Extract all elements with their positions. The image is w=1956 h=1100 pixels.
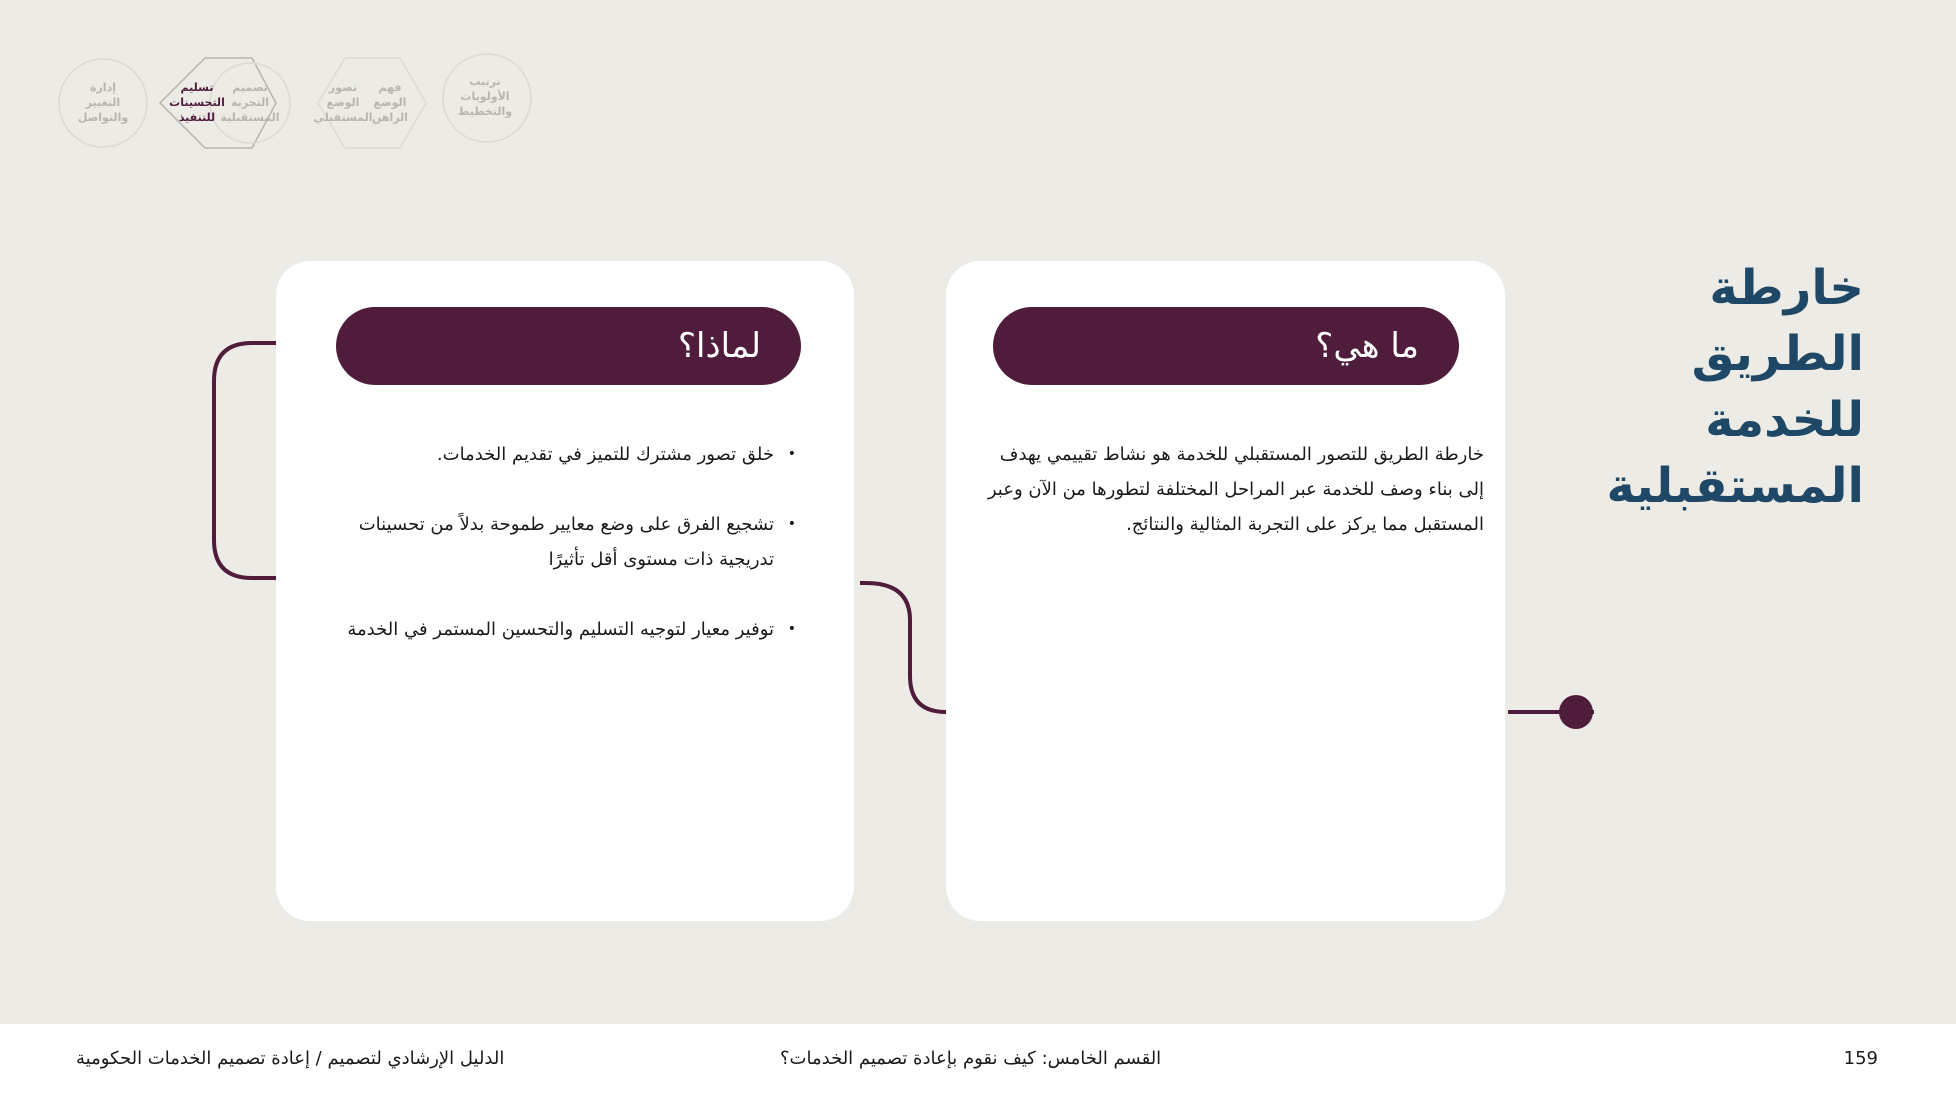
- step-label-line: المستقبلية: [220, 111, 280, 124]
- step-label-line: تسليم: [180, 81, 214, 94]
- step-label-line: التجربة: [231, 96, 269, 109]
- step-label-line: التغيير: [85, 96, 121, 109]
- step-label-line: الأولويات: [460, 90, 510, 103]
- step-label-line: المستقبلي: [313, 111, 373, 124]
- why-heading: لماذا؟: [336, 307, 801, 385]
- step-label-line: الوضع: [373, 96, 407, 109]
- what-is-card: [946, 261, 1505, 921]
- list-item: • توفير معيار لتوجيه التسليم والتحسين المستمر في الخدمة: [316, 612, 798, 647]
- step-label-line: فهم: [378, 81, 402, 94]
- page-title: خارطة الطريق للخدمة المستقبلية: [1606, 260, 1864, 514]
- list-item: • تشجيع الفرق على وضع معايير طموحة بدلاً من تحسينات تدريجية ذات مستوى أقل تأثيرًا: [316, 507, 798, 577]
- why-bullet-list: [316, 437, 798, 682]
- connector-dot: [1559, 695, 1593, 729]
- step-label-line: الراهن: [371, 111, 409, 124]
- step-label-line: والتواصل: [77, 111, 129, 124]
- step-label-line: التحسينات: [169, 96, 225, 109]
- step-label-line: تصميم: [232, 81, 268, 94]
- what-is-heading: ما هي؟: [993, 307, 1459, 385]
- step-label-line: ترتيب: [469, 75, 501, 88]
- step-label-line: الوضع: [326, 96, 360, 109]
- why-card: [276, 261, 854, 921]
- what-is-description: خارطة الطريق للتصور المستقبلي للخدمة هو نشاط تقييمي يهدف إلى بناء وصف للخدمة عبر المراحل المختلفة لتطورها من الآن وعبر المستقبل مما يركز على التجربة المثالية والنتائج.: [987, 444, 1484, 535]
- step-label-line: للتنفيذ: [178, 111, 216, 124]
- footer-guide-title: الدليل الإرشادي لتصميم / إعادة تصميم الخدمات الحكومية: [76, 1048, 505, 1069]
- footer-section-title: القسم الخامس: كيف نقوم بإعادة تصميم الخدمات؟: [780, 1048, 1162, 1069]
- page-footer: [0, 1024, 1956, 1100]
- step-label-line: إدارة: [89, 81, 116, 94]
- step-label-line: تصور: [328, 81, 358, 94]
- connector-line: [860, 583, 946, 712]
- list-item: • خلق تصور مشترك للتميز في تقديم الخدمات.: [316, 437, 798, 472]
- page-number: 159: [1843, 1048, 1878, 1069]
- step-label-line: والتخطيط: [457, 105, 513, 118]
